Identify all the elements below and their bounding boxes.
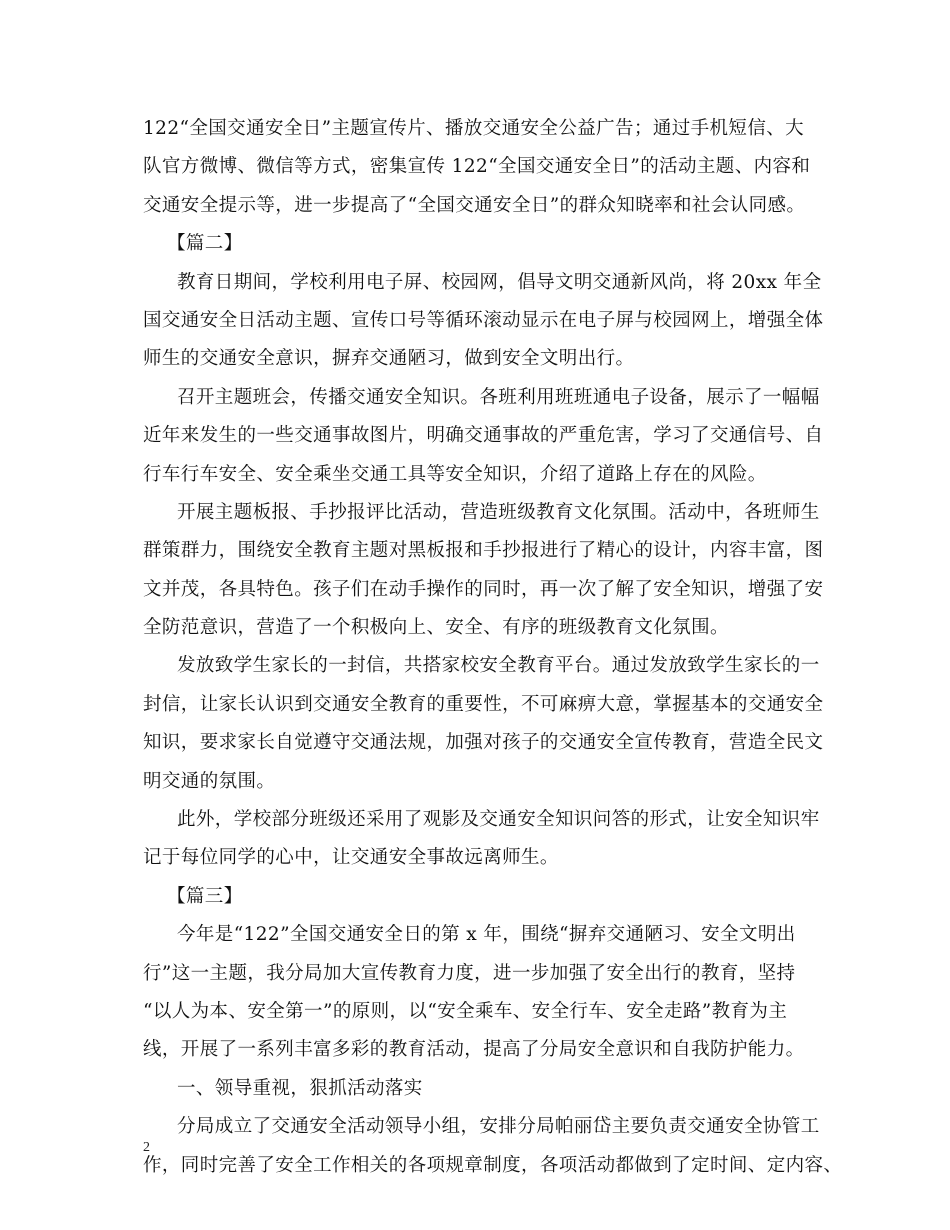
text-line: 群策群力，围绕安全教育主题对黑板报和手抄报进行了精心的设计，内容丰富，图 <box>143 540 824 562</box>
text-line: 队官方微博、微信等方式，密集宣传 122“全国交通安全日”的活动主题、内容和 <box>143 156 811 178</box>
paragraph-first-line: 教育日期间，学校利用电子屏、校园网，倡导文明交通新风尚，将 20xx 年全 <box>177 271 822 293</box>
text-line: 封信，让家长认识到交通安全教育的重要性，不可麻痹大意，掌握基本的交通安全 <box>143 693 824 715</box>
text-line: 知识，要求家长自觉遵守交通法规，加强对孩子的交通安全宣传教育，营造全民文 <box>143 732 824 754</box>
text-line: 国交通安全日活动主题、宣传口号等循环滚动显示在电子屏与校园网上，增强全体 <box>143 309 824 331</box>
subsection-heading: 一、领导重视，狠抓活动落实 <box>177 1077 423 1099</box>
text-line: 师生的交通安全意识，摒弃交通陋习，做到安全文明出行。 <box>143 348 635 370</box>
text-line: 行”这一主题，我分局加大宣传教育力度，进一步加强了安全出行的教育，坚持 <box>143 962 796 984</box>
paragraph-first-line: 发放致学生家长的一封信，共搭家校安全教育平台。通过发放致学生家长的一 <box>177 655 820 677</box>
text-line: 记于每位同学的心中，让交通安全事故远离师生。 <box>143 847 559 869</box>
section-heading: 【篇二】 <box>167 233 243 255</box>
paragraph-first-line: 分局成立了交通安全活动领导小组，安排分局帕丽岱主要负责交通安全协管工 <box>177 1116 820 1138</box>
text-line: “以人为本、安全第一”的原则，以“安全乘车、安全行车、安全走路”教育为主 <box>143 1000 788 1022</box>
section-heading: 【篇三】 <box>167 885 243 907</box>
text-line: 122“全国交通安全日”主题宣传片、播放交通安全公益广告；通过手机短信、大 <box>143 118 805 139</box>
document-body <box>143 110 843 1185</box>
paragraph-first-line: 开展主题板报、手抄报评比活动，营造班级教育文化氛围。活动中，各班师生 <box>177 501 820 523</box>
text-line: 作，同时完善了安全工作相关的各项规章制度，各项活动都做到了定时间、定内容、 <box>143 1154 843 1176</box>
text-line: 文并茂，各具特色。孩子们在动手操作的同时，再一次了解了安全知识，增强了安 <box>143 578 824 600</box>
text-line: 近年来发生的一些交通事故图片，明确交通事故的严重危害，学习了交通信号、自 <box>143 425 824 447</box>
paragraph-first-line: 今年是“122”全国交通安全日的第 x 年，围绕“摒弃交通陋习、安全文明出 <box>177 924 796 946</box>
text-line: 交通安全提示等，进一步提高了“全国交通安全日”的群众知晓率和社会认同感。 <box>143 194 806 216</box>
paragraph-first-line: 此外，学校部分班级还采用了观影及交通安全知识问答的形式，让安全知识牢 <box>177 809 820 831</box>
paragraph-first-line: 召开主题班会，传播交通安全知识。各班利用班班通电子设备，展示了一幅幅 <box>177 386 820 408</box>
text-line: 全防范意识，营造了一个积极向上、安全、有序的班级教育文化氛围。 <box>143 617 729 639</box>
text-line: 线，开展了一系列丰富多彩的教育活动，提高了分局安全意识和自我防护能力。 <box>143 1039 805 1061</box>
page-number: 2 <box>143 1140 150 1155</box>
text-line: 明交通的氛围。 <box>143 770 276 792</box>
text-line: 行车行车安全、安全乘坐交通工具等安全知识，介绍了道路上存在的风险。 <box>143 463 767 485</box>
